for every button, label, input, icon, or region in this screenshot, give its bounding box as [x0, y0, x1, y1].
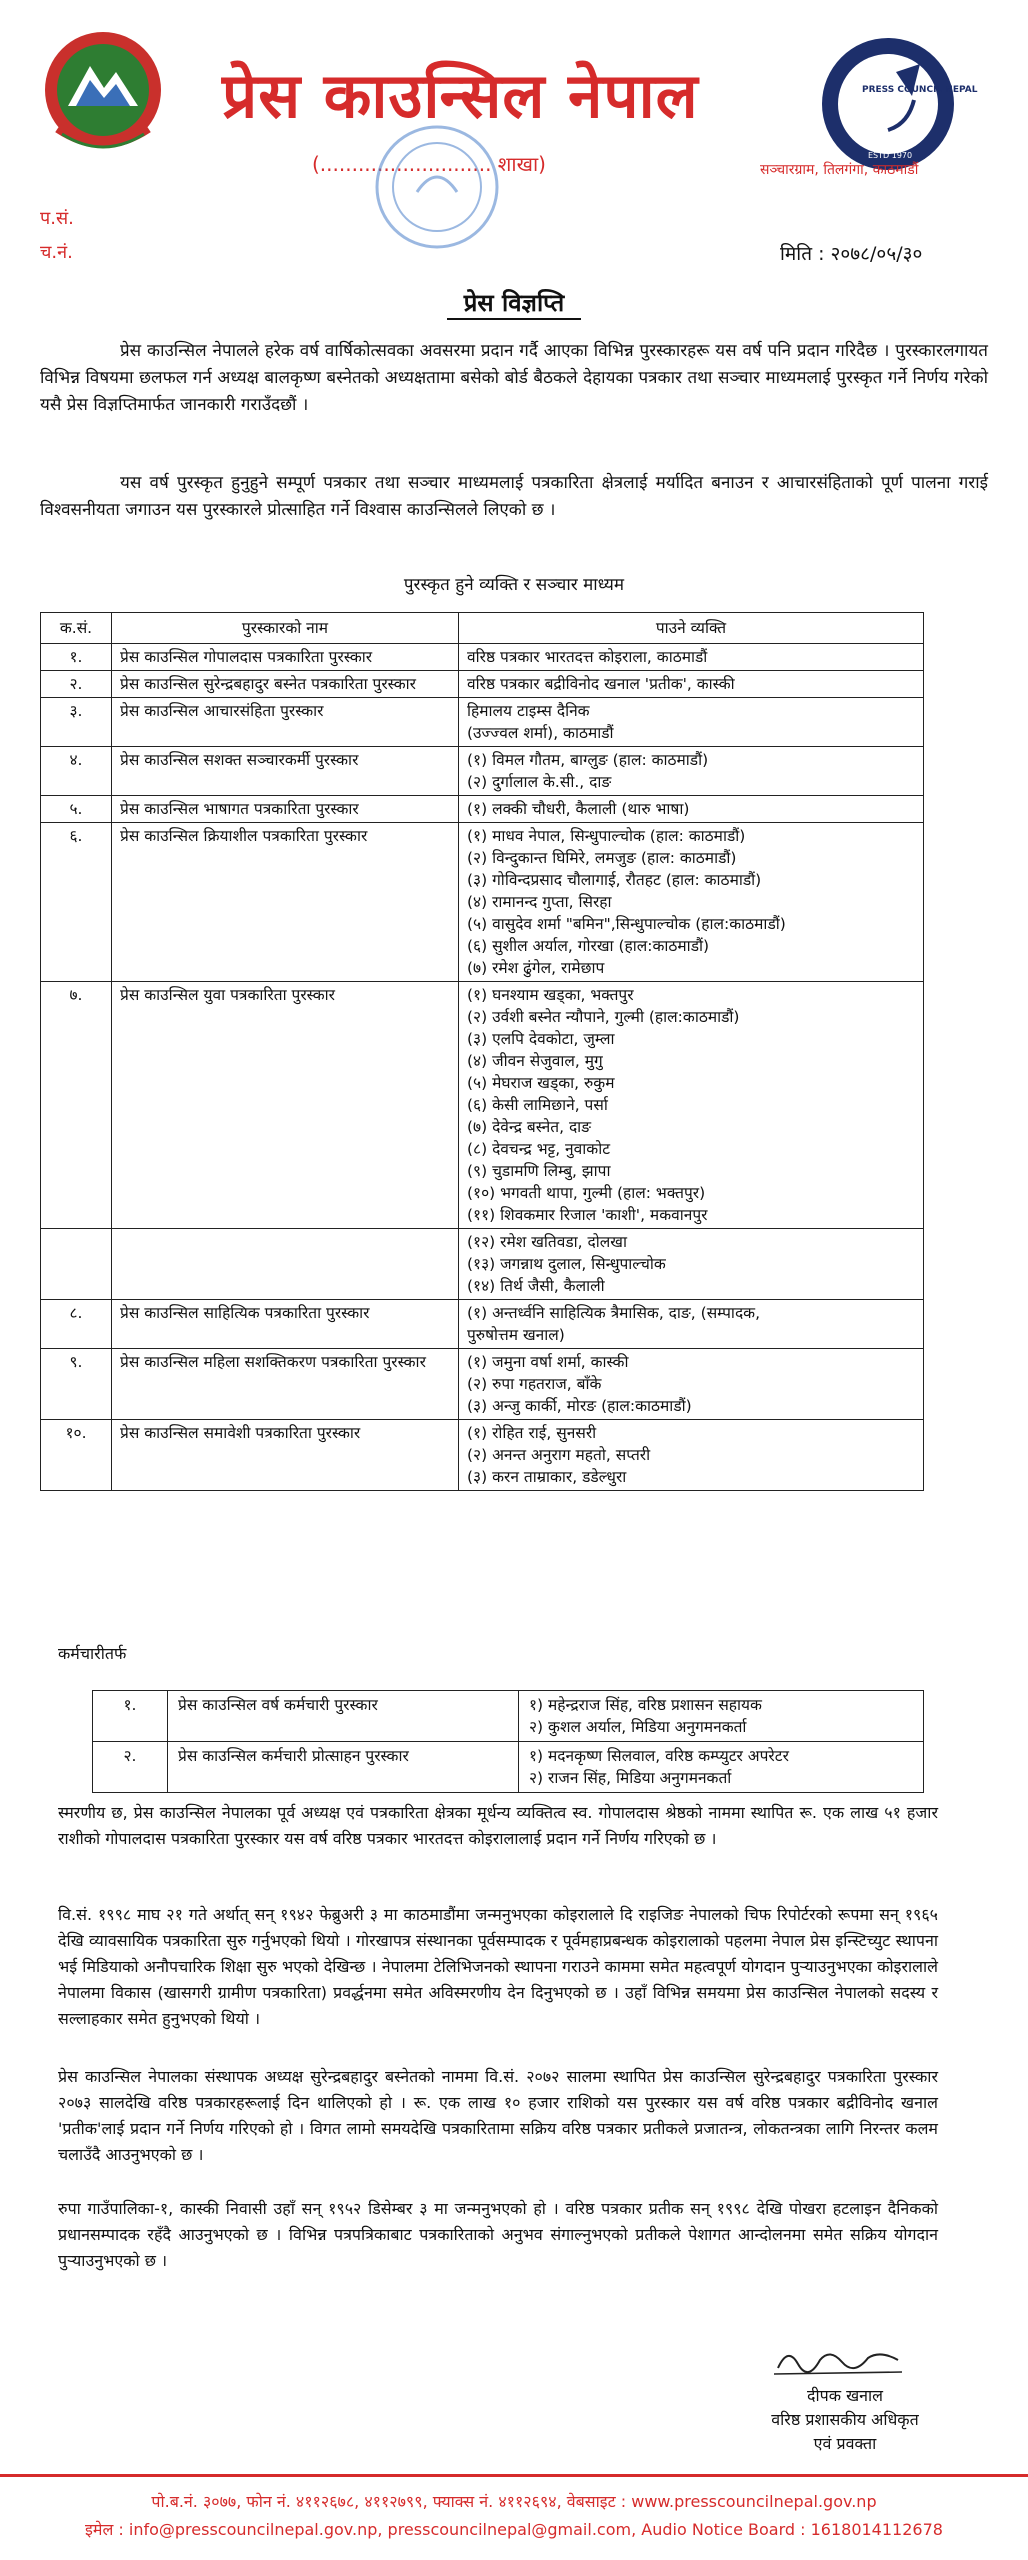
row-serial: ३. [41, 698, 112, 747]
recipient-entry: (१) विमल गौतम, बाग्लुङ (हाल: काठमाडौं) [467, 751, 709, 769]
recipient-entry: (२) अनन्त अनुराग महतो, सप्तरी [467, 1446, 651, 1464]
row-recipients [459, 982, 924, 1229]
press-council-logo [818, 34, 978, 174]
table-row [41, 1420, 924, 1491]
header-recipient: पाउने व्यक्ति [459, 613, 924, 644]
row-award-name: प्रेस काउन्सिल सशक्त सञ्चारकर्मी पुरस्कार [112, 747, 459, 796]
signatory-role: एवं प्रवक्ता [813, 2434, 877, 2453]
signatory-title: वरिष्ठ प्रशासकीय अधिकृत [771, 2410, 919, 2429]
encouragement-paragraph: यस वर्ष पुरस्कृत हुनुहुने सम्पूर्ण पत्रकार तथा सञ्चार माध्यमलाई पत्रकारिता क्षेत्रलाई मर्यादित बनाउन र आचारसंहिताको पूर्ण पालना गराई विश्वसनीयता जगाउन यस पुरस्कारले प्रोत्साहित गर्ने विश्वास काउन्सिलले लिएको छ । [40, 473, 988, 520]
header-award-name: पुरस्कारको नाम [112, 613, 459, 644]
recipient-entry: (३) गोविन्दप्रसाद चौलागाई, रौतहट (हाल: काठमाडौं) [467, 871, 762, 889]
recipient-entry: (५) मेघराज खड्का, रुकुम [467, 1074, 615, 1092]
recipient-entry: वरिष्ठ पत्रकार भारतदत्त कोइराला, काठमाडौं [467, 648, 708, 666]
logo-text: PRESS COUNCIL NEPAL [862, 85, 978, 95]
recipient-entry: (३) एलपि देवकोटा, जुम्ला [467, 1030, 615, 1048]
recipient-entry: (२) रुपा गहतराज, बाँके [467, 1375, 602, 1393]
row-recipients [519, 1691, 924, 1742]
office-stamp [372, 122, 502, 252]
recipient-entry: (१०) भगवती थापा, गुल्मी (हाल: भक्तपुर) [467, 1184, 706, 1202]
title-underline [447, 318, 581, 320]
row-serial: २. [93, 1742, 168, 1793]
handwritten-signature [770, 2340, 910, 2380]
table-row [41, 796, 924, 823]
recipient-entry: १) महेन्द्रराज सिंह, वरिष्ठ प्रशासन सहायक [529, 1696, 762, 1714]
recipient-entry: (८) देवचन्द्र भट्ट, नुवाकोट [467, 1140, 611, 1158]
row-serial: ४. [41, 747, 112, 796]
recipient-entry: (६) केसी लामिछाने, पर्सा [467, 1096, 608, 1114]
row-award-name: प्रेस काउन्सिल सुरेन्द्रबहादुर बस्नेत पत्रकारिता पुरस्कार [112, 671, 459, 698]
row-award-name: प्रेस काउन्सिल कर्मचारी प्रोत्साहन पुरस्कार [168, 1742, 519, 1793]
recipient-entry: (२) विन्दुकान्त घिमिरे, लमजुङ (हाल: काठमाडौं) [467, 849, 737, 867]
row-award-name: प्रेस काउन्सिल समावेशी पत्रकारिता पुरस्कार [112, 1420, 459, 1491]
row-recipients [459, 644, 924, 671]
table-row [93, 1742, 924, 1793]
branch-line: (........................... शाखा) [312, 152, 546, 176]
table-row [41, 1300, 924, 1349]
row-award-name: प्रेस काउन्सिल आचारसंहिता पुरस्कार [112, 698, 459, 747]
recipient-entry: (२) उर्वशी बस्नेत न्यौपाने, गुल्मी (हाल:काठमाडौं) [467, 1008, 740, 1026]
organization-title: प्रेस काउन्सिल नेपाल [222, 59, 699, 132]
row-serial: १. [93, 1691, 168, 1742]
row-serial: २. [41, 671, 112, 698]
dispatch-number-label: च.नं. [40, 242, 73, 263]
recipient-entry: वरिष्ठ पत्रकार बद्रीविनोद खनाल 'प्रतीक', कास्की [467, 675, 735, 693]
recipient-entry: २) राजन सिंह, मिडिया अनुगमनकर्ता [529, 1769, 732, 1787]
row-award-name: प्रेस काउन्सिल क्रियाशील पत्रकारिता पुरस्कार [112, 823, 459, 982]
recipient-entry: (७) देवेन्द्र बस्नेत, दाङ [467, 1118, 592, 1136]
table-row [41, 671, 924, 698]
logo-estd: ESTD 1970 [868, 151, 913, 160]
table-row [41, 982, 924, 1229]
row-recipients [459, 1229, 924, 1300]
recipient-entry: २) कुशल अर्याल, मिडिया अनुगमनकर्ता [529, 1718, 747, 1736]
row-serial: ७. [41, 982, 112, 1229]
row-serial [41, 1229, 112, 1300]
recipient-entry: (९) चुडामणि लिम्बु, झापा [467, 1162, 611, 1180]
recipient-entry: (१) घनश्याम खड्का, भक्तपुर [467, 986, 634, 1004]
koirala-bio-paragraph: वि.सं. १९९८ माघ २१ गते अर्थात् सन् १९४२ फेब्रुअरी ३ मा काठमाडौंमा जन्मनुभएका कोइरालाले दि राइजिङ नेपालको चिफ रिपोर्टरको रूपमा सन् १९६५ देखि व्यावसायिक पत्रकारिता सुरु गर्नुभएको थियो । गोरखापत्र संस्थानका पूर्वसम्पादक र पूर्वमहाप्रबन्धक कोइरालाको पहलमा नेपाल प्रेस इन्स्टिच्युट स्थापना भई मिडियाको अनौपचारिक शिक्षा सुरु भएको देखिन्छ । नेपालमा टेलिभिजनको स्थापना गराउने काममा समेत महत्वपूर्ण योगदान पुऱ्याउनुभएका कोइरालाले नेपालमा विकास (खासगरी ग्रामीण पत्रकारिता) प्रवर्द्धनमा समेत अविस्मरणीय देन दिनुभएको छ । उहाँ विभिन्न समयमा प्रेस काउन्सिल नेपालको सदस्य र सल्लाहकार समेत हुनुभएको थियो । [58, 1905, 938, 2028]
notice-date: मिति : २०७८/०५/३० [780, 243, 923, 265]
recipient-entry: (१३) जगन्नाथ दुलाल, सिन्धुपाल्चोक [467, 1255, 666, 1273]
recipient-entry: (१) लक्की चौधरी, कैलाली (थारु भाषा) [467, 800, 690, 818]
row-award-name: प्रेस काउन्सिल साहित्यिक पत्रकारिता पुरस्कार [112, 1300, 459, 1349]
row-recipients [459, 1300, 924, 1349]
gopaldas-award-paragraph: स्मरणीय छ, प्रेस काउन्सिल नेपालका पूर्व अध्यक्ष एवं पत्रकारिता क्षेत्रका मूर्धन्य व्यक्तित्व स्व. गोपालदास श्रेष्ठको नाममा स्थापित रू. एक लाख ५१ हजार राशीको गोपालदास पत्रकारिता पुरस्कार यस वर्ष वरिष्ठ पत्रकार भारतदत्त कोइरालालाई प्रदान गर्ने निर्णय गरिएको छ । [58, 1803, 938, 1848]
recipient-entry: (उज्ज्वल शर्मा), काठमाडौं [467, 724, 614, 742]
staff-awards-table [92, 1690, 924, 1793]
table-row [41, 644, 924, 671]
recipient-entry: (११) शिवकमार रिजाल 'काशी', मकवानपुर [467, 1206, 708, 1224]
recipient-entry: (१) माधव नेपाल, सिन्धुपाल्चोक (हाल: काठमाडौं) [467, 827, 746, 845]
recipient-entry: (१) जमुना वर्षा शर्मा, कास्की [467, 1353, 629, 1371]
row-serial: ९. [41, 1349, 112, 1420]
recipient-entry: (३) अन्जु कार्की, मोरङ (हाल:काठमाडौं) [467, 1397, 692, 1415]
recipient-entry: (१४) तिर्थ जैसी, कैलाली [467, 1277, 605, 1295]
intro-paragraph: प्रेस काउन्सिल नेपालले हरेक वर्ष वार्षिकोत्सवका अवसरमा प्रदान गर्दै आएका विभिन्न पुरस्कारहरू यस वर्ष पनि प्रदान गरिदैछ । पुरस्कारलगायत विभिन्न विषयमा छलफल गर्न अध्यक्ष बालकृष्ण बस्नेतको अध्यक्षतामा बसेको बोर्ड बैठकले देहायका पत्रकार तथा सञ्चार माध्यमलाई पुरस्कृत गर्ने निर्णय गरेको यसै प्रेस विज्ञप्तिमार्फत जानकारी गराउँदछौं । [40, 341, 988, 415]
basnet-award-paragraph: प्रेस काउन्सिल नेपालका संस्थापक अध्यक्ष सुरेन्द्रबहादुर बस्नेतको नाममा वि.सं. २०७२ सालमा स्थापित प्रेस काउन्सिल सुरेन्द्रबहादुर पत्रकारिता पुरस्कार २०७३ सालदेखि वरिष्ठ पत्रकारहरूलाई दिन थालिएको हो । रू. एक लाख १० हजार राशिको यस पुरस्कार यस वर्ष वरिष्ठ पत्रकार बद्रीविनोद खनाल 'प्रतीक'लाई प्रदान गर्ने निर्णय गरिएको हो । विगत लामो समयदेखि पत्रकारितामा सक्रिय वरिष्ठ पत्रकार प्रतीकले प्रजातन्त्र, लोकतन्त्रका लागि निरन्तर कलम चलाउँदै आउनुभएको छ । [58, 2067, 938, 2164]
recipient-entry: (१) रोहित राई, सुनसरी [467, 1424, 597, 1442]
recipient-entry: (४) जीवन सेजुवाल, मुगु [467, 1052, 603, 1070]
recipient-entry: (७) रमेश ढुंगेल, रामेछाप [467, 959, 605, 977]
organization-address: सञ्चारग्राम, तिलगंगा, काठमाडौं [760, 162, 919, 178]
footer-email-line: इमेल : info@presscouncilnepal.gov.np, presscouncilnepal@gmail.com, Audio Notice Board : 1618014112678 [85, 2520, 943, 2539]
row-award-name: प्रेस काउन्सिल युवा पत्रकारिता पुरस्कार [112, 982, 459, 1229]
table-row [41, 823, 924, 982]
footer-contact-line: पो.ब.नं. ३०७७, फोन नं. ४११२६७८, ४११२७९९, फ्याक्स नं. ४११२६९४, वेबसाइट : www.presscouncilnepal.gov.np [151, 2492, 877, 2511]
row-recipients [459, 823, 924, 982]
row-recipients [459, 1420, 924, 1491]
row-recipients [459, 796, 924, 823]
staff-section-label: कर्मचारीतर्फ [58, 1644, 127, 1663]
header-serial: क.सं. [41, 613, 112, 644]
row-recipients [459, 747, 924, 796]
table-row [41, 1349, 924, 1420]
recipient-entry: १) मदनकृष्ण सिलवाल, वरिष्ठ कम्प्युटर अपरेटर [529, 1747, 789, 1765]
recipient-entry: (५) वासुदेव शर्मा "बमिन",सिन्धुपाल्चोक (हाल:काठमाडौं) [467, 915, 786, 933]
recipient-entry: (१) अन्तर्ध्वनि साहित्यिक त्रैमासिक, दाङ, (सम्पादक, [467, 1304, 761, 1322]
reference-number-label: प.सं. [40, 208, 74, 229]
row-award-name [112, 1229, 459, 1300]
row-serial: ५. [41, 796, 112, 823]
row-serial: ६. [41, 823, 112, 982]
footer-divider [0, 2474, 1028, 2477]
pratik-bio-paragraph: रुपा गाउँपालिका-१, कास्की निवासी उहाँ सन् १९५२ डिसेम्बर ३ मा जन्मनुभएको हो । वरिष्ठ पत्रकार प्रतीक सन् १९९८ देखि पोखरा हटलाइन दैनिकको प्रधानसम्पादक रहँदै आउनुभएको छ । विभिन्न पत्रपत्रिकाबाट पत्रकारिताको अनुभव संगाल्नुभएको प्रतीकले पेशागत आन्दोलनमा समेत सक्रिय योगदान पुऱ्याउनुभएको छ । [58, 2199, 938, 2270]
row-award-name: प्रेस काउन्सिल वर्ष कर्मचारी पुरस्कार [168, 1691, 519, 1742]
nepal-emblem-logo [38, 28, 168, 168]
table-row [41, 747, 924, 796]
row-award-name: प्रेस काउन्सिल महिला सशक्तिकरण पत्रकारिता पुरस्कार [112, 1349, 459, 1420]
recipient-entry: (३) करन ताम्राकार, डडेल्धुरा [467, 1468, 627, 1486]
table-row [41, 698, 924, 747]
recipient-entry: (१२) रमेश खतिवडा, दोलखा [467, 1233, 627, 1251]
row-serial: १. [41, 644, 112, 671]
signatory-name: दीपक खनाल [806, 2386, 884, 2405]
row-award-name: प्रेस काउन्सिल भाषागत पत्रकारिता पुरस्कार [112, 796, 459, 823]
row-serial: १०. [41, 1420, 112, 1491]
row-recipients [459, 698, 924, 747]
recipient-entry: हिमालय टाइम्स दैनिक [467, 702, 590, 720]
row-serial: ८. [41, 1300, 112, 1349]
row-recipients [459, 1349, 924, 1420]
awards-table [40, 612, 924, 1491]
recipient-entry: (४) रामानन्द गुप्ता, सिरहा [467, 893, 612, 911]
row-recipients [459, 671, 924, 698]
recipient-entry: (२) दुर्गालाल के.सी., दाङ [467, 773, 612, 791]
recipient-entry: (६) सुशील अर्याल, गोरखा (हाल:काठमाडौं) [467, 937, 710, 955]
row-recipients [519, 1742, 924, 1793]
awards-table-heading: पुरस्कृत हुने व्यक्ति र सञ्चार माध्यम [403, 575, 625, 595]
table-row [93, 1691, 924, 1742]
table-header-row [41, 613, 924, 644]
row-award-name: प्रेस काउन्सिल गोपालदास पत्रकारिता पुरस्कार [112, 644, 459, 671]
table-row [41, 1229, 924, 1300]
notice-title: प्रेस विज्ञप्ति [463, 289, 565, 317]
recipient-entry: पुरुषोत्तम खनाल) [467, 1326, 565, 1344]
